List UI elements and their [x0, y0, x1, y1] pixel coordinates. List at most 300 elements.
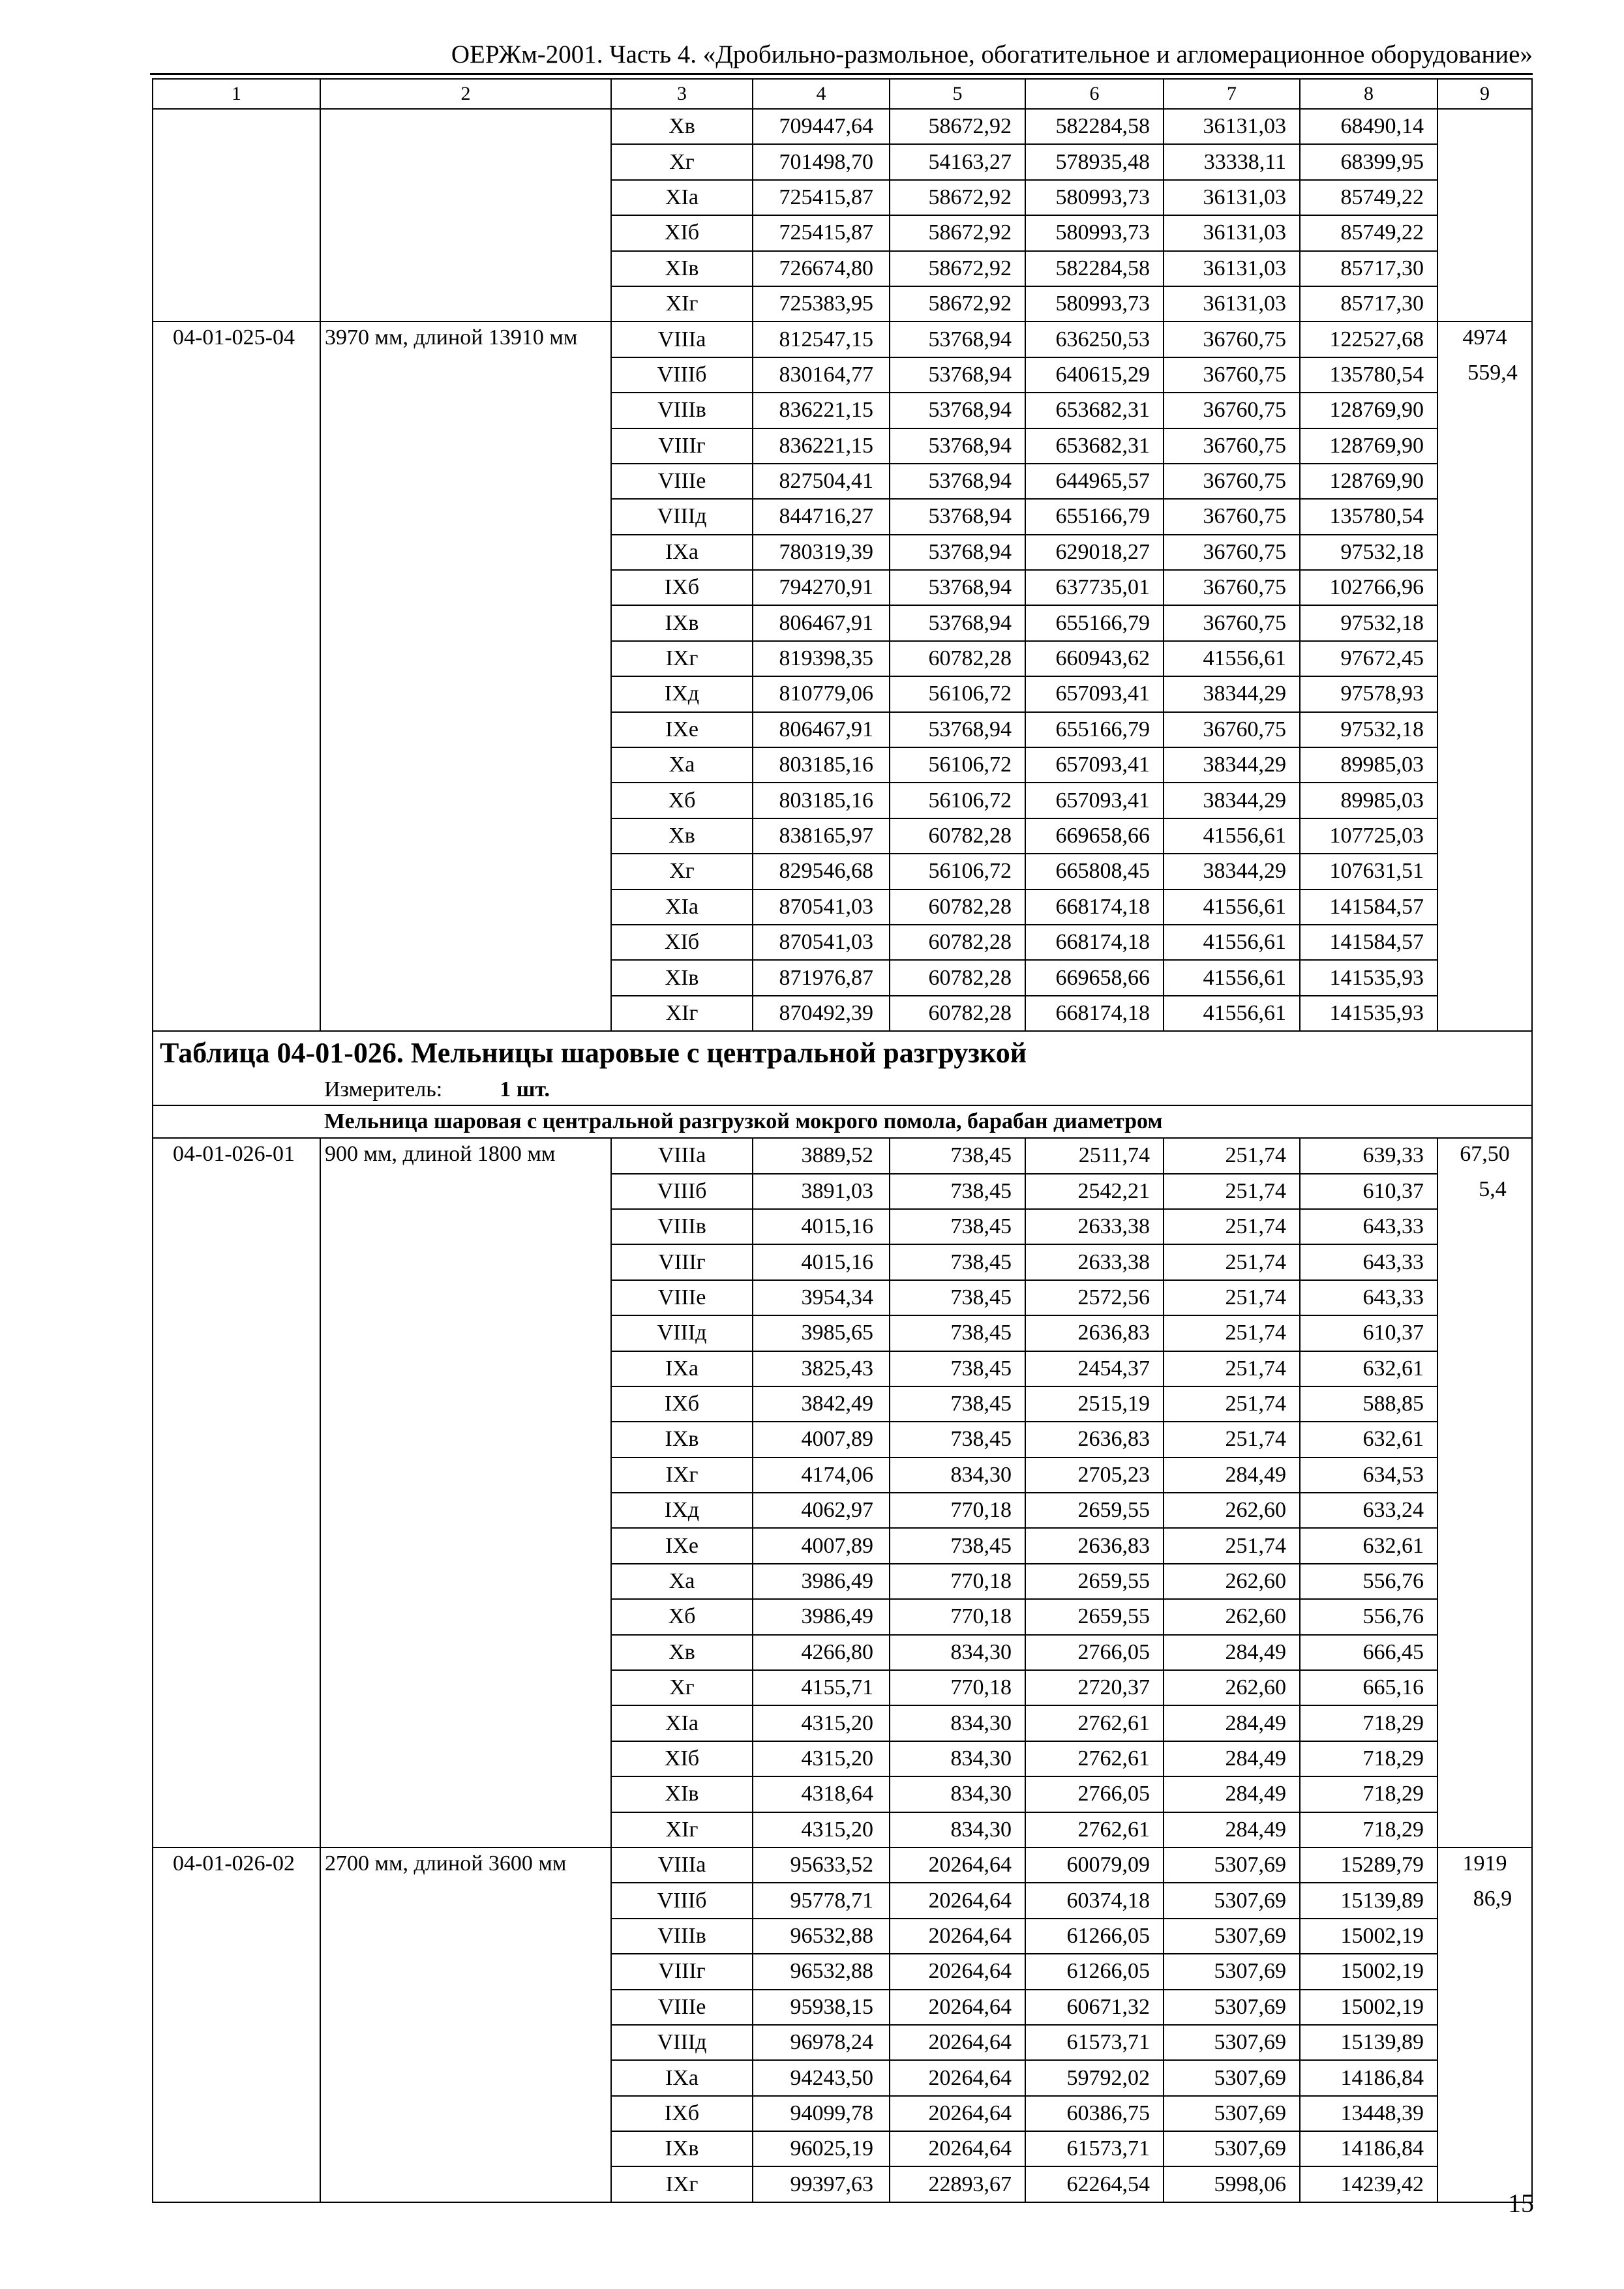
wages-cell: 251,74 [1164, 1174, 1300, 1209]
installation-cost-cell: 56106,72 [890, 676, 1025, 711]
equipment-cost-cell: 657093,41 [1025, 676, 1164, 711]
zone-cell: Xб [611, 783, 753, 818]
zone-cell: IXб [611, 1386, 753, 1422]
materials-cost-cell: 665,16 [1300, 1670, 1437, 1705]
equipment-cost-cell: 668174,18 [1025, 996, 1164, 1031]
equipment-cost-cell: 580993,73 [1025, 180, 1164, 215]
wages-cell: 262,60 [1164, 1599, 1300, 1634]
zone-cell: XIа [611, 180, 753, 215]
wages-cell: 41556,61 [1164, 960, 1300, 995]
table-title: Таблица 04-01-026. Мельницы шаровые с центральной разгрузкой [153, 1031, 1532, 1075]
installation-cost-cell: 53768,94 [890, 464, 1025, 499]
zone-cell: VIIIд [611, 499, 753, 534]
materials-cost-cell: 632,61 [1300, 1351, 1437, 1386]
installation-cost-cell: 53768,94 [890, 499, 1025, 534]
installation-cost-cell: 770,18 [890, 1493, 1025, 1528]
materials-cost-cell: 122527,68 [1300, 322, 1437, 357]
cost-total-cell: 95778,71 [753, 1883, 890, 1918]
cost-total-cell: 709447,64 [753, 109, 890, 144]
equipment-cost-cell: 2515,19 [1025, 1386, 1164, 1422]
cost-total-cell: 870492,39 [753, 996, 890, 1031]
equipment-cost-cell: 2636,83 [1025, 1528, 1164, 1563]
zone-cell: XIв [611, 960, 753, 995]
installation-cost-cell: 53768,94 [890, 712, 1025, 747]
materials-cost-cell: 718,29 [1300, 1741, 1437, 1776]
installation-cost-cell: 738,45 [890, 1351, 1025, 1386]
zone-cell: Xв [611, 1635, 753, 1670]
materials-cost-cell: 610,37 [1300, 1174, 1437, 1209]
cost-total-cell: 94243,50 [753, 2060, 890, 2095]
equipment-cost-cell: 60671,32 [1025, 1990, 1164, 2025]
equipment-cost-cell: 582284,58 [1025, 109, 1164, 144]
installation-cost-cell: 738,45 [890, 1174, 1025, 1209]
installation-cost-cell: 53768,94 [890, 357, 1025, 393]
wages-cell: 251,74 [1164, 1138, 1300, 1173]
materials-cost-cell: 633,24 [1300, 1493, 1437, 1528]
materials-cost-cell: 718,29 [1300, 1812, 1437, 1848]
wages-cell: 284,49 [1164, 1458, 1300, 1493]
zone-cell: Xа [611, 1564, 753, 1599]
zone-cell: Xб [611, 1599, 753, 1634]
equipment-cost-cell: 665808,45 [1025, 854, 1164, 889]
wages-cell: 36760,75 [1164, 535, 1300, 570]
cost-total-cell: 871976,87 [753, 960, 890, 995]
wages-cell: 284,49 [1164, 1812, 1300, 1848]
materials-cost-cell: 639,33 [1300, 1138, 1437, 1173]
zone-cell: XIб [611, 925, 753, 960]
code-cell-empty [153, 109, 320, 322]
installation-cost-cell: 56106,72 [890, 854, 1025, 889]
materials-cost-cell: 14186,84 [1300, 2060, 1437, 2095]
equipment-cost-cell: 655166,79 [1025, 499, 1164, 534]
cost-total-cell: 95633,52 [753, 1848, 890, 1883]
equipment-cost-cell: 61573,71 [1025, 2131, 1164, 2166]
zone-cell: VIIIб [611, 1883, 753, 1918]
materials-cost-cell: 14186,84 [1300, 2131, 1437, 2166]
installation-cost-cell: 56106,72 [890, 783, 1025, 818]
installation-cost-cell: 834,30 [890, 1705, 1025, 1741]
materials-cost-cell: 97578,93 [1300, 676, 1437, 711]
equipment-cost-cell: 2454,37 [1025, 1351, 1164, 1386]
installation-cost-cell: 60782,28 [890, 890, 1025, 925]
wages-cell: 41556,61 [1164, 925, 1300, 960]
materials-cost-cell: 85717,30 [1300, 251, 1437, 286]
wages-cell: 36760,75 [1164, 464, 1300, 499]
zone-cell: IXа [611, 2060, 753, 2095]
zone-cell: VIIIб [611, 1174, 753, 1209]
materials-cost-cell: 89985,03 [1300, 783, 1437, 818]
zone-cell: Xг [611, 144, 753, 179]
materials-cost-cell: 97532,18 [1300, 535, 1437, 570]
equipment-cost-cell: 668174,18 [1025, 890, 1164, 925]
cost-total-cell: 803185,16 [753, 747, 890, 783]
zone-cell: IXв [611, 2131, 753, 2166]
wages-cell: 284,49 [1164, 1635, 1300, 1670]
wages-cell: 251,74 [1164, 1386, 1300, 1422]
labor-value: 559,4 [1467, 360, 1518, 385]
cost-total-cell: 4062,97 [753, 1493, 890, 1528]
wages-cell: 36760,75 [1164, 428, 1300, 464]
wages-cell: 251,74 [1164, 1351, 1300, 1386]
equipment-cost-cell: 653682,31 [1025, 393, 1164, 428]
wages-cell: 36760,75 [1164, 605, 1300, 640]
cost-total-cell: 4174,06 [753, 1458, 890, 1493]
installation-cost-cell: 58672,92 [890, 251, 1025, 286]
materials-cost-cell: 15002,19 [1300, 1954, 1437, 1989]
column-number: 3 [611, 79, 753, 109]
column-number: 7 [1164, 79, 1300, 109]
zone-cell: XIг [611, 1812, 753, 1848]
installation-cost-cell: 770,18 [890, 1564, 1025, 1599]
item-description-cell: 2700 мм, длиной 3600 мм [320, 1848, 611, 2202]
materials-cost-cell: 89985,03 [1300, 747, 1437, 783]
item-code-cell: 04-01-026-01 [153, 1138, 320, 1848]
materials-cost-cell: 85717,30 [1300, 286, 1437, 322]
wages-cell: 41556,61 [1164, 890, 1300, 925]
wages-cell: 33338,11 [1164, 144, 1300, 179]
cost-total-cell: 870541,03 [753, 890, 890, 925]
table-subheading: Мельница шаровая с центральной разгрузкой мокрого помола, барабан диаметром [153, 1105, 1532, 1138]
installation-cost-cell: 738,45 [890, 1386, 1025, 1422]
zone-cell: VIIIа [611, 1848, 753, 1883]
cost-total-cell: 4315,20 [753, 1705, 890, 1741]
wages-cell: 5307,69 [1164, 2025, 1300, 2060]
zone-cell: VIIIв [611, 1919, 753, 1954]
materials-cost-cell: 97672,45 [1300, 641, 1437, 676]
materials-cost-cell: 718,29 [1300, 1705, 1437, 1741]
cost-total-cell: 870541,03 [753, 925, 890, 960]
installation-cost-cell: 20264,64 [890, 2096, 1025, 2131]
installation-cost-cell: 53768,94 [890, 428, 1025, 464]
cost-total-cell: 96532,88 [753, 1954, 890, 1989]
equipment-cost-cell: 60079,09 [1025, 1848, 1164, 1883]
zone-cell: VIIIд [611, 2025, 753, 2060]
materials-cost-cell: 632,61 [1300, 1422, 1437, 1457]
resource-cell [1437, 1848, 1532, 2202]
zone-cell: XIг [611, 996, 753, 1031]
cost-total-cell: 96532,88 [753, 1919, 890, 1954]
installation-cost-cell: 738,45 [890, 1244, 1025, 1279]
zone-cell: Xг [611, 854, 753, 889]
cost-total-cell: 99397,63 [753, 2166, 890, 2202]
cost-total-cell: 4007,89 [753, 1528, 890, 1563]
materials-cost-cell: 556,76 [1300, 1564, 1437, 1599]
cost-total-cell: 830164,77 [753, 357, 890, 393]
installation-cost-cell: 738,45 [890, 1422, 1025, 1457]
cost-total-cell: 95938,15 [753, 1990, 890, 2025]
cost-total-cell: 819398,35 [753, 641, 890, 676]
zone-cell: IXа [611, 535, 753, 570]
zone-cell: IXе [611, 1528, 753, 1563]
installation-cost-cell: 60782,28 [890, 925, 1025, 960]
zone-cell: VIIIе [611, 1990, 753, 2025]
cost-total-cell: 701498,70 [753, 144, 890, 179]
equipment-cost-cell: 655166,79 [1025, 712, 1164, 747]
cost-total-cell: 3842,49 [753, 1386, 890, 1422]
materials-cost-cell: 68399,95 [1300, 144, 1437, 179]
equipment-cost-cell: 644965,57 [1025, 464, 1164, 499]
materials-cost-cell: 128769,90 [1300, 393, 1437, 428]
zone-cell: IXг [611, 1458, 753, 1493]
materials-cost-cell: 128769,90 [1300, 428, 1437, 464]
zone-cell: VIIIд [611, 1315, 753, 1351]
installation-cost-cell: 22893,67 [890, 2166, 1025, 2202]
cost-total-cell: 806467,91 [753, 605, 890, 640]
page-header [150, 40, 1533, 75]
materials-cost-cell: 68490,14 [1300, 109, 1437, 144]
column-number: 4 [753, 79, 890, 109]
item-code-cell: 04-01-026-02 [153, 1848, 320, 2202]
column-number: 8 [1300, 79, 1437, 109]
equipment-cost-cell: 657093,41 [1025, 783, 1164, 818]
materials-cost-cell: 85749,22 [1300, 180, 1437, 215]
wages-cell: 284,49 [1164, 1741, 1300, 1776]
equipment-cost-cell: 61266,05 [1025, 1919, 1164, 1954]
equipment-cost-cell: 61573,71 [1025, 2025, 1164, 2060]
table-row [153, 1848, 1532, 1883]
column-number: 2 [320, 79, 611, 109]
equipment-cost-cell: 2720,37 [1025, 1670, 1164, 1705]
zone-cell: VIIIе [611, 1280, 753, 1315]
equipment-cost-cell: 2705,23 [1025, 1458, 1164, 1493]
installation-cost-cell: 58672,92 [890, 286, 1025, 322]
wages-cell: 36131,03 [1164, 286, 1300, 322]
table-row [153, 322, 1532, 357]
zone-cell: IXб [611, 2096, 753, 2131]
equipment-cost-cell: 669658,66 [1025, 818, 1164, 854]
installation-cost-cell: 60782,28 [890, 960, 1025, 995]
zone-cell: IXв [611, 605, 753, 640]
equipment-cost-cell: 60386,75 [1025, 2096, 1164, 2131]
cost-total-cell: 3986,49 [753, 1564, 890, 1599]
wages-cell: 251,74 [1164, 1244, 1300, 1279]
cost-total-cell: 96025,19 [753, 2131, 890, 2166]
cost-total-cell: 726674,80 [753, 251, 890, 286]
installation-cost-cell: 56106,72 [890, 747, 1025, 783]
installation-cost-cell: 834,30 [890, 1741, 1025, 1776]
cost-total-cell: 4315,20 [753, 1812, 890, 1848]
cost-total-cell: 806467,91 [753, 712, 890, 747]
materials-cost-cell: 141584,57 [1300, 925, 1437, 960]
zone-cell: XIв [611, 251, 753, 286]
zone-cell: VIIIа [611, 322, 753, 357]
installation-cost-cell: 834,30 [890, 1458, 1025, 1493]
zone-cell: VIIIг [611, 1244, 753, 1279]
equipment-cost-cell: 2542,21 [1025, 1174, 1164, 1209]
equipment-cost-cell: 2762,61 [1025, 1741, 1164, 1776]
wages-cell: 284,49 [1164, 1776, 1300, 1812]
cost-total-cell: 4266,80 [753, 1635, 890, 1670]
zone-cell: VIIIа [611, 1138, 753, 1173]
equipment-cost-cell: 2636,83 [1025, 1422, 1164, 1457]
header-title: ОЕРЖм-2001. Часть 4. «Дробильно-размольное, обогатительное и агломерационное оборудование» [451, 40, 1533, 68]
cost-total-cell: 725383,95 [753, 286, 890, 322]
zone-cell: XIа [611, 1705, 753, 1741]
equipment-cost-cell: 2659,55 [1025, 1564, 1164, 1599]
installation-cost-cell: 53768,94 [890, 535, 1025, 570]
installation-cost-cell: 20264,64 [890, 1883, 1025, 1918]
item-code-cell: 04-01-025-04 [153, 322, 320, 1031]
equipment-cost-cell: 660943,62 [1025, 641, 1164, 676]
equipment-cost-cell: 637735,01 [1025, 570, 1164, 605]
installation-cost-cell: 738,45 [890, 1138, 1025, 1173]
measure-cell [153, 1075, 1532, 1105]
wages-cell: 262,60 [1164, 1493, 1300, 1528]
materials-cost-cell: 13448,39 [1300, 2096, 1437, 2131]
zone-cell: Xг [611, 1670, 753, 1705]
zone-cell: IXг [611, 2166, 753, 2202]
wages-cell: 251,74 [1164, 1422, 1300, 1457]
table-row [153, 1138, 1532, 1173]
zone-cell: VIIIе [611, 464, 753, 499]
wages-cell: 5307,69 [1164, 1954, 1300, 1989]
installation-cost-cell: 20264,64 [890, 1954, 1025, 1989]
installation-cost-cell: 834,30 [890, 1776, 1025, 1812]
cost-total-cell: 96978,24 [753, 2025, 890, 2060]
installation-cost-cell: 770,18 [890, 1670, 1025, 1705]
column-number: 6 [1025, 79, 1164, 109]
materials-cost-cell: 107631,51 [1300, 854, 1437, 889]
equipment-cost-cell: 59792,02 [1025, 2060, 1164, 2095]
wages-cell: 36760,75 [1164, 322, 1300, 357]
wages-cell: 5307,69 [1164, 2060, 1300, 2095]
cost-total-cell: 812547,15 [753, 322, 890, 357]
equipment-cost-cell: 2633,38 [1025, 1244, 1164, 1279]
materials-cost-cell: 634,53 [1300, 1458, 1437, 1493]
installation-cost-cell: 53768,94 [890, 322, 1025, 357]
zone-cell: Xа [611, 747, 753, 783]
column-number: 1 [153, 79, 320, 109]
materials-cost-cell: 556,76 [1300, 1599, 1437, 1634]
zone-cell: VIIIб [611, 357, 753, 393]
equipment-cost-cell: 653682,31 [1025, 428, 1164, 464]
wages-cell: 36131,03 [1164, 251, 1300, 286]
cost-total-cell: 838165,97 [753, 818, 890, 854]
description-cell-empty [320, 109, 611, 322]
notes-cell-empty [1437, 109, 1532, 322]
cost-total-cell: 4007,89 [753, 1422, 890, 1457]
materials-cost-cell: 14239,42 [1300, 2166, 1437, 2202]
installation-cost-cell: 53768,94 [890, 605, 1025, 640]
wages-cell: 36131,03 [1164, 215, 1300, 250]
wages-cell: 36131,03 [1164, 180, 1300, 215]
cost-total-cell: 4315,20 [753, 1741, 890, 1776]
equipment-cost-cell: 2511,74 [1025, 1138, 1164, 1173]
materials-cost-cell: 107725,03 [1300, 818, 1437, 854]
installation-cost-cell: 20264,64 [890, 2060, 1025, 2095]
cost-total-cell: 810779,06 [753, 676, 890, 711]
equipment-cost-cell: 2659,55 [1025, 1599, 1164, 1634]
cost-total-cell: 4015,16 [753, 1244, 890, 1279]
equipment-cost-cell: 580993,73 [1025, 215, 1164, 250]
materials-cost-cell: 632,61 [1300, 1528, 1437, 1563]
column-number: 9 [1437, 79, 1532, 109]
equipment-cost-cell: 655166,79 [1025, 605, 1164, 640]
wages-cell: 38344,29 [1164, 676, 1300, 711]
measure-label: Измеритель: [324, 1077, 443, 1102]
installation-cost-cell: 58672,92 [890, 180, 1025, 215]
cost-total-cell: 3891,03 [753, 1174, 890, 1209]
zone-cell: Xв [611, 109, 753, 144]
wages-cell: 36760,75 [1164, 712, 1300, 747]
cost-total-cell: 4155,71 [753, 1670, 890, 1705]
installation-cost-cell: 20264,64 [890, 2025, 1025, 2060]
zone-cell: Xв [611, 818, 753, 854]
zone-cell: IXв [611, 1422, 753, 1457]
materials-cost-cell: 15002,19 [1300, 1990, 1437, 2025]
installation-cost-cell: 20264,64 [890, 1919, 1025, 1954]
price-table [152, 78, 1533, 2203]
resource-cell [1437, 1138, 1532, 1848]
materials-cost-cell: 135780,54 [1300, 357, 1437, 393]
wages-cell: 251,74 [1164, 1209, 1300, 1244]
zone-cell: IXд [611, 676, 753, 711]
installation-cost-cell: 834,30 [890, 1635, 1025, 1670]
wages-cell: 36760,75 [1164, 499, 1300, 534]
zone-cell: IXа [611, 1351, 753, 1386]
zone-cell: XIв [611, 1776, 753, 1812]
cost-total-cell: 725415,87 [753, 180, 890, 215]
installation-cost-cell: 20264,64 [890, 1848, 1025, 1883]
wages-cell: 5307,69 [1164, 1990, 1300, 2025]
cost-total-cell: 827504,41 [753, 464, 890, 499]
wages-cell: 5307,69 [1164, 1883, 1300, 1918]
equipment-cost-cell: 2633,38 [1025, 1209, 1164, 1244]
mass-value: 67,50 [1460, 1142, 1510, 1167]
labor-value: 86,9 [1473, 1886, 1512, 1911]
wages-cell: 38344,29 [1164, 747, 1300, 783]
installation-cost-cell: 20264,64 [890, 1990, 1025, 2025]
wages-cell: 36760,75 [1164, 393, 1300, 428]
wages-cell: 41556,61 [1164, 996, 1300, 1031]
measure-value: 1 шт. [500, 1077, 550, 1102]
cost-total-cell: 4318,64 [753, 1776, 890, 1812]
subheading-row [153, 1105, 1532, 1138]
measure-row [153, 1075, 1532, 1105]
installation-cost-cell: 20264,64 [890, 2131, 1025, 2166]
materials-cost-cell: 15139,89 [1300, 2025, 1437, 2060]
cost-total-cell: 844716,27 [753, 499, 890, 534]
zone-cell: IXб [611, 570, 753, 605]
zone-cell: VIIIв [611, 393, 753, 428]
equipment-cost-cell: 2766,05 [1025, 1776, 1164, 1812]
materials-cost-cell: 97532,18 [1300, 712, 1437, 747]
wages-cell: 36760,75 [1164, 570, 1300, 605]
wages-cell: 38344,29 [1164, 783, 1300, 818]
materials-cost-cell: 15139,89 [1300, 1883, 1437, 1918]
column-number-row [153, 79, 1532, 109]
cost-total-cell: 94099,78 [753, 2096, 890, 2131]
table-title-row [153, 1031, 1532, 1075]
zone-cell: IXе [611, 712, 753, 747]
table-row [153, 109, 1532, 144]
installation-cost-cell: 60782,28 [890, 996, 1025, 1031]
materials-cost-cell: 610,37 [1300, 1315, 1437, 1351]
cost-total-cell: 3889,52 [753, 1138, 890, 1173]
equipment-cost-cell: 2762,61 [1025, 1705, 1164, 1741]
zone-cell: VIIIв [611, 1209, 753, 1244]
materials-cost-cell: 588,85 [1300, 1386, 1437, 1422]
equipment-cost-cell: 2762,61 [1025, 1812, 1164, 1848]
cost-total-cell: 794270,91 [753, 570, 890, 605]
cost-total-cell: 829546,68 [753, 854, 890, 889]
wages-cell: 5998,06 [1164, 2166, 1300, 2202]
cost-total-cell: 3954,34 [753, 1280, 890, 1315]
equipment-cost-cell: 657093,41 [1025, 747, 1164, 783]
zone-cell: VIIIг [611, 1954, 753, 1989]
zone-cell: XIг [611, 286, 753, 322]
zone-cell: IXд [611, 1493, 753, 1528]
